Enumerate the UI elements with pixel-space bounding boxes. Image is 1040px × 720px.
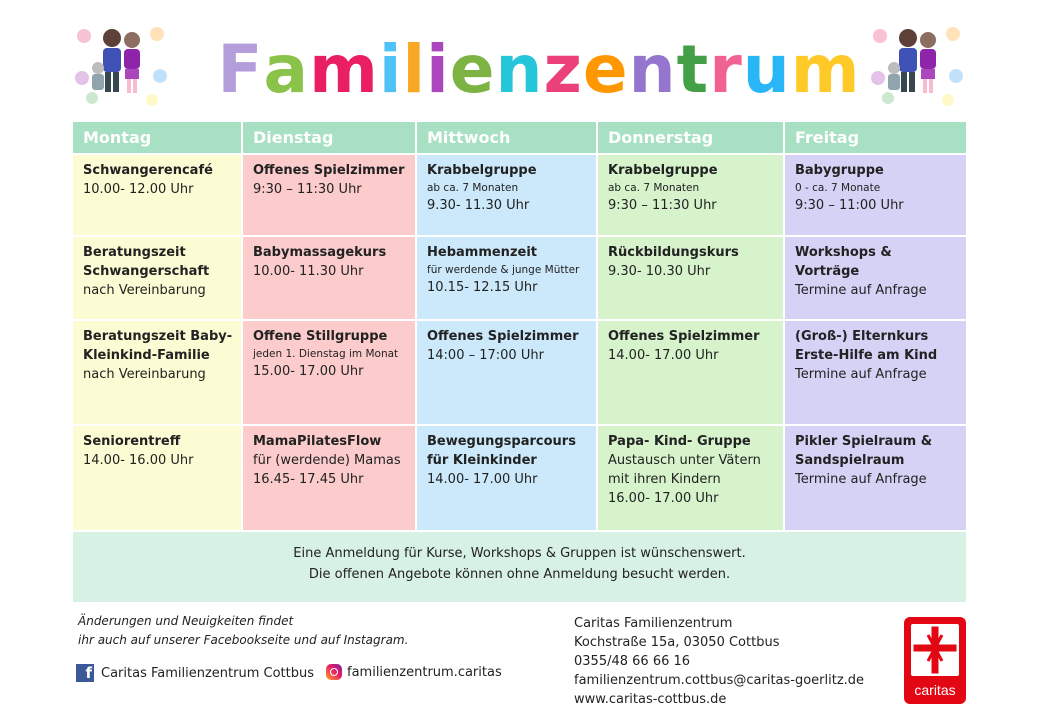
- contact-website[interactable]: www.caritas-cottbus.de: [574, 692, 727, 707]
- schedule-cell: [73, 235, 241, 319]
- activity-title: Papa- Kind- Gruppe: [608, 434, 751, 449]
- title-letter: u: [742, 31, 791, 108]
- weekly-schedule-table: [73, 122, 966, 602]
- activity-title: Offenes Spielzimmer: [427, 329, 579, 344]
- weekday-header-dienstag: Dienstag: [243, 122, 417, 153]
- title-letter: r: [709, 31, 743, 108]
- activity-time: für (werdende) Mamas: [253, 453, 401, 468]
- title-letter: a: [263, 31, 310, 108]
- title-letter: i: [378, 31, 403, 108]
- activity-note: 0 - ca. 7 Monate: [795, 182, 881, 194]
- activity-title: Babymassagekurs: [253, 245, 387, 260]
- title-letter: e: [449, 31, 496, 108]
- activity-title: Hebammenzeit: [427, 245, 537, 260]
- activity-time: 10.00- 12.00 Uhr: [83, 182, 194, 197]
- contact-phone: 0355/48 66 66 16: [574, 654, 691, 669]
- weekday-header-row: [73, 122, 966, 153]
- activity-title: Rückbildungskurs: [608, 245, 739, 260]
- title-letter: t: [676, 31, 710, 108]
- schedule-cell: [417, 153, 596, 235]
- activity-time: nach Vereinbarung: [83, 367, 206, 382]
- activity-title: Workshops & Vorträge: [795, 245, 892, 279]
- activity-time: Termine auf Anfrage: [795, 283, 927, 298]
- news-note: [78, 612, 408, 650]
- schedule-cell: [785, 424, 966, 530]
- activity-title: MamaPilatesFlow: [253, 434, 382, 449]
- activity-time: 14.00- 16.00 Uhr: [83, 453, 194, 468]
- activity-time: 9.30- 10.30 Uhr: [608, 264, 711, 279]
- schedule-cell: [243, 153, 415, 235]
- instagram-link[interactable]: [326, 664, 502, 680]
- weekday-header-montag: Montag: [73, 122, 243, 153]
- activity-title: Offene Stillgruppe: [253, 329, 388, 344]
- activity-time: 14.00- 17.00 Uhr: [608, 348, 719, 363]
- schedule-cell: [598, 153, 783, 235]
- activity-title: Beratungszeit Baby-Kleinkind-Familie: [83, 329, 233, 363]
- day-column-mittwoch: [417, 153, 598, 530]
- weekday-header-freitag: Freitag: [795, 128, 860, 147]
- title-letter: m: [790, 31, 861, 108]
- activity-title: Offenes Spielzimmer: [253, 163, 405, 178]
- activity-title: Offenes Spielzimmer: [608, 329, 760, 344]
- weekday-header-donnerstag: Donnerstag: [598, 122, 785, 153]
- activity-time: nach Vereinbarung: [83, 283, 206, 298]
- children-illustration-left: [72, 16, 172, 108]
- activity-time: 10.15- 12.15 Uhr: [427, 280, 538, 295]
- facebook-label: Caritas Familienzentrum Cottbus: [101, 665, 314, 681]
- schedule-cell: [598, 424, 783, 530]
- activity-note: ab ca. 7 Monaten: [608, 182, 700, 194]
- contact-address: Kochstraße 15a, 03050 Cottbus: [574, 635, 780, 650]
- title-letter: n: [628, 31, 677, 108]
- activity-title: Beratungszeit Schwangerschaft: [83, 245, 210, 279]
- schedule-cell: [243, 235, 415, 319]
- title-letter: n: [495, 31, 544, 108]
- schedule-cell: [785, 153, 966, 235]
- activity-note: jeden 1. Dienstag im Monat: [253, 348, 399, 360]
- activity-time: 10.00- 11.30 Uhr: [253, 264, 364, 279]
- schedule-cell: [785, 319, 966, 424]
- activity-title: Krabbelgruppe: [427, 163, 537, 178]
- activity-note: für werdende & junge Mütter: [427, 264, 580, 276]
- facebook-link[interactable]: [76, 664, 314, 682]
- notice-line-2: Die offenen Angebote können ohne Anmeldung besucht werden.: [308, 567, 731, 582]
- day-column-dienstag: [243, 153, 417, 530]
- activity-title: Babygruppe: [795, 163, 884, 178]
- title-letter: z: [543, 31, 583, 108]
- activity-time: Termine auf Anfrage: [795, 472, 927, 487]
- news-line-1: Änderungen und Neuigkeiten findet: [78, 614, 294, 628]
- schedule-cell: [417, 424, 596, 530]
- children-illustration-right: [868, 16, 968, 108]
- contact-name: Caritas Familienzentrum: [574, 616, 733, 631]
- activity-time: Austausch unter Vätern mit ihren Kindern: [608, 453, 761, 487]
- day-column-donnerstag: [598, 153, 785, 530]
- title-letter: l: [402, 31, 427, 108]
- activity-time: 9.30- 11.30 Uhr: [427, 198, 530, 213]
- title-letter: e: [582, 31, 629, 108]
- activity-time: 9:30 – 11:30 Uhr: [608, 198, 717, 213]
- schedule-cell: [598, 319, 783, 424]
- registration-notice: [73, 530, 966, 602]
- schedule-cell: [785, 235, 966, 319]
- schedule-grid: [73, 153, 966, 530]
- caritas-logo: [904, 617, 966, 704]
- activity-time: 14:00 – 17:00 Uhr: [427, 348, 544, 363]
- activity-title: Bewegungsparcours für Kleinkinder: [427, 434, 576, 468]
- schedule-cell: [73, 424, 241, 530]
- schedule-cell: [417, 235, 596, 319]
- activity-title: Schwangerencafé: [83, 163, 213, 178]
- facebook-icon: f: [76, 664, 94, 682]
- day-column-montag: [73, 153, 243, 530]
- notice-line-1: Eine Anmeldung für Kurse, Workshops & Gruppen ist wünschenswert.: [293, 546, 746, 561]
- title-letter: i: [426, 31, 450, 108]
- activity-time: 16.00- 17.00 Uhr: [608, 491, 719, 506]
- activity-title: Pikler Spielraum & Sandspielraum: [795, 434, 933, 468]
- activity-title: Krabbelgruppe: [608, 163, 718, 178]
- contact-email[interactable]: familienzentrum.cottbus@caritas-goerlitz.de: [574, 673, 865, 688]
- schedule-cell: [417, 319, 596, 424]
- schedule-cell: [243, 319, 415, 424]
- page-title: [217, 30, 861, 110]
- schedule-cell: [243, 424, 415, 530]
- activity-time: 15.00- 17.00 Uhr: [253, 364, 364, 379]
- activity-time: Termine auf Anfrage: [795, 367, 927, 382]
- activity-note: ab ca. 7 Monaten: [427, 182, 519, 194]
- activity-title: Seniorentreff: [83, 434, 181, 449]
- contact-block: [574, 614, 864, 709]
- activity-time: 9:30 – 11:00 Uhr: [795, 198, 904, 213]
- instagram-label: familienzentrum.caritas: [347, 664, 502, 680]
- news-line-2: ihr auch auf unserer Facebookseite und auf Instagram.: [78, 633, 409, 647]
- weekday-header-mittwoch: Mittwoch: [417, 122, 598, 153]
- activity-time: 14.00- 17.00 Uhr: [427, 472, 538, 487]
- schedule-cell: [73, 153, 241, 235]
- title-letter: m: [309, 31, 379, 108]
- schedule-cell: [598, 235, 783, 319]
- title-letter: F: [217, 31, 264, 108]
- activity-time: 9:30 – 11:30 Uhr: [253, 182, 362, 197]
- activity-title: (Groß-) Elternkurs Erste-Hilfe am Kind: [795, 329, 938, 363]
- caritas-logo-text: caritas: [914, 682, 956, 698]
- activity-time: 16.45- 17.45 Uhr: [253, 472, 364, 487]
- day-column-freitag: [785, 153, 966, 530]
- instagram-icon: [326, 664, 342, 680]
- schedule-cell: [73, 319, 241, 424]
